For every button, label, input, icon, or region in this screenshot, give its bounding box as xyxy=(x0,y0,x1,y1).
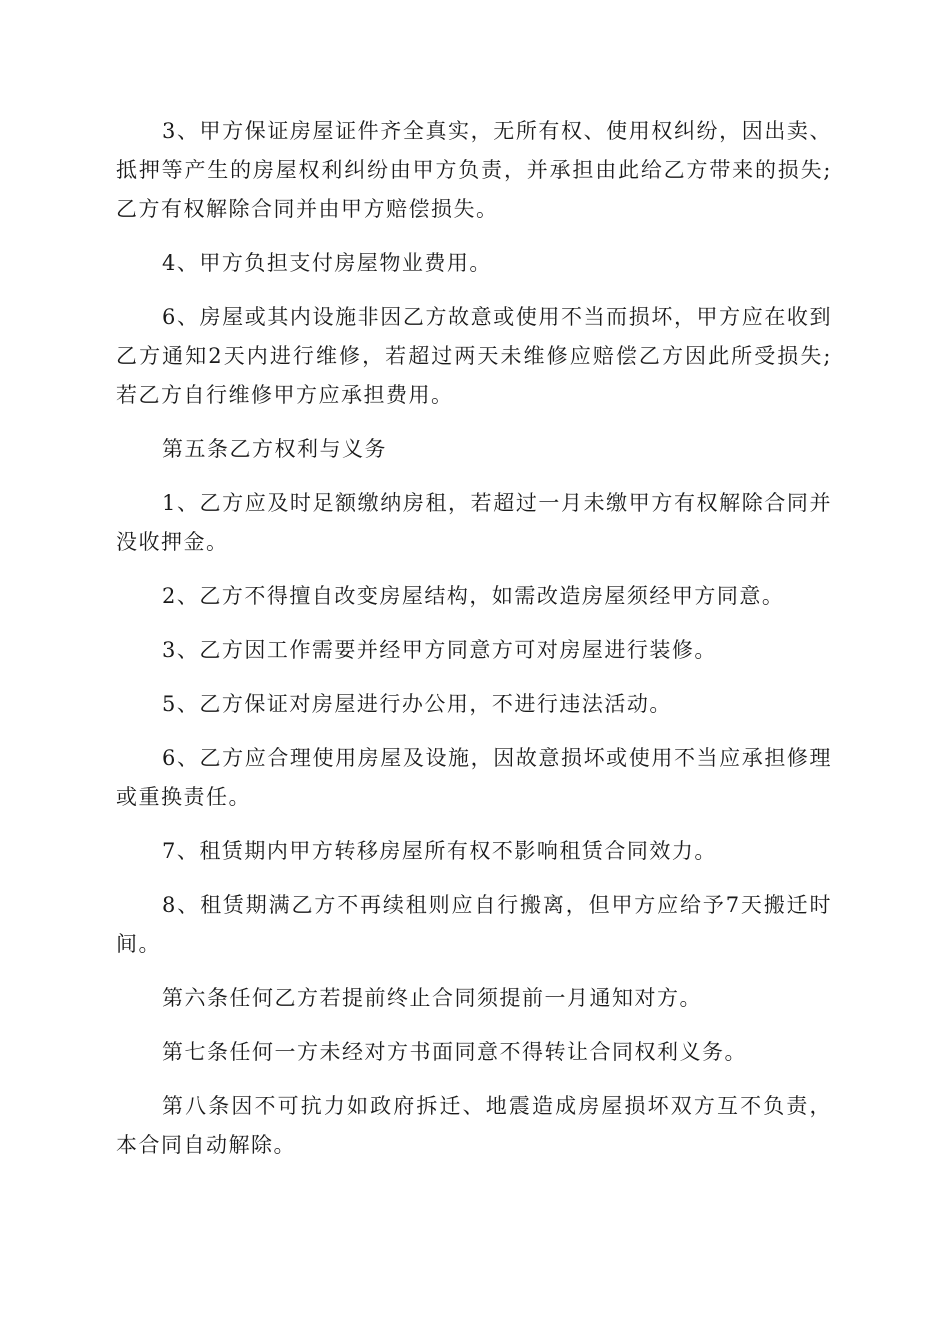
document-body xyxy=(116,112,832,1180)
paragraph-clause-3-landlord-guarantee: 3、甲方保证房屋证件齐全真实，无所有权、使用权纠纷，因出卖、抵押等产生的房屋权利纠纷由甲方负责，并承担由此给乙方带来的损失;乙方有权解除合同并由甲方赔偿损失。 xyxy=(116,119,832,221)
paragraph-article-8: 第八条因不可抗力如政府拆迁、地震造成房屋损坏双方互不负责，本合同自动解除。 xyxy=(116,1094,832,1157)
paragraph-tenant-clause-5: 5、乙方保证对房屋进行办公用，不进行违法活动。 xyxy=(162,692,672,716)
paragraph-clause-4-property-fees: 4、甲方负担支付房屋物业费用。 xyxy=(162,251,492,275)
paragraph-article-6: 第六条任何乙方若提前终止合同须提前一月通知对方。 xyxy=(162,986,702,1010)
paragraph-tenant-clause-7: 7、租赁期内甲方转移房屋所有权不影响租赁合同效力。 xyxy=(162,839,717,863)
paragraph-tenant-clause-1: 1、乙方应及时足额缴纳房租，若超过一月未缴甲方有权解除合同并没收押金。 xyxy=(116,491,832,554)
paragraph-tenant-clause-3: 3、乙方因工作需要并经甲方同意方可对房屋进行装修。 xyxy=(162,638,717,662)
paragraph-tenant-clause-6: 6、乙方应合理使用房屋及设施，因故意损坏或使用不当应承担修理或重换责任。 xyxy=(116,746,832,809)
paragraph-tenant-clause-2: 2、乙方不得擅自改变房屋结构，如需改造房屋须经甲方同意。 xyxy=(162,584,785,608)
paragraph-article-7: 第七条任何一方未经对方书面同意不得转让合同权利义务。 xyxy=(162,1040,747,1064)
paragraph-tenant-clause-8: 8、租赁期满乙方不再续租则应自行搬离，但甲方应给予7天搬迁时间。 xyxy=(116,893,832,956)
section-heading-article-5: 第五条乙方权利与义务 xyxy=(162,437,387,461)
paragraph-clause-6-repairs: 6、房屋或其内设施非因乙方故意或使用不当而损坏，甲方应在收到乙方通知2天内进行维修，若超过两天未维修应赔偿乙方因此所受损失;若乙方自行维修甲方应承担费用。 xyxy=(116,305,832,407)
